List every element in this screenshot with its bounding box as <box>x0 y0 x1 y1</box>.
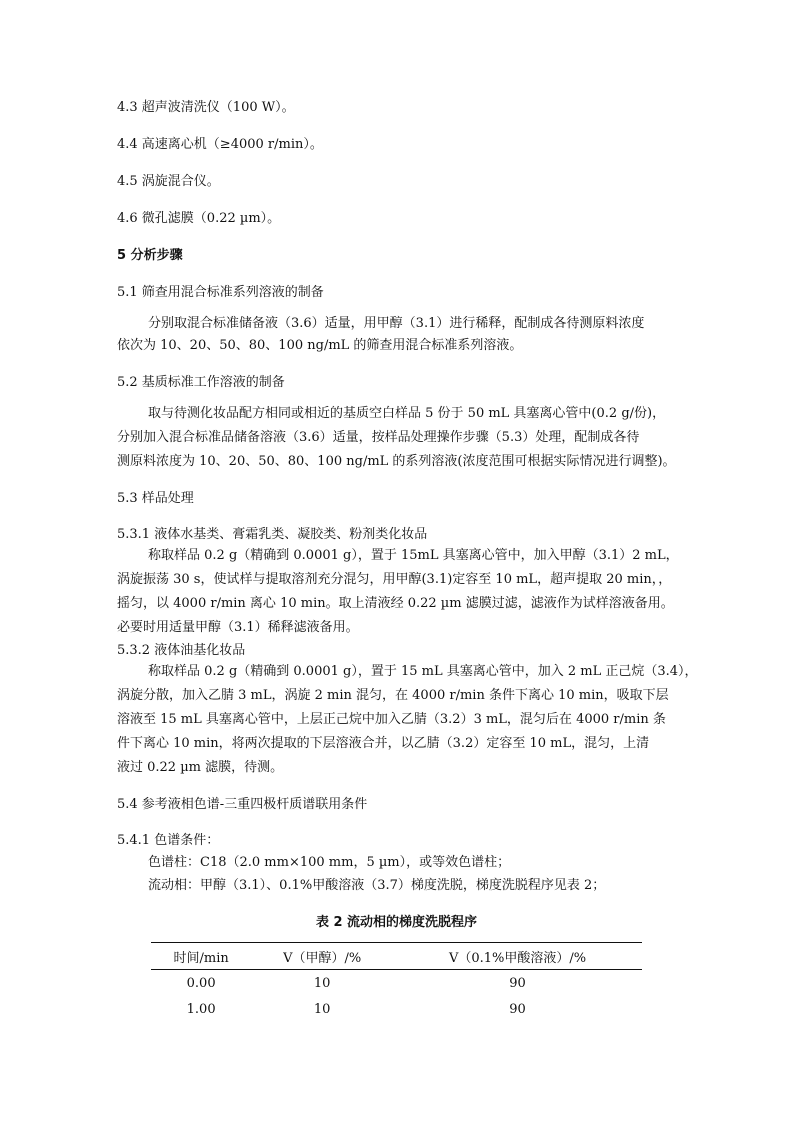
paragraph-line: 涡旋振荡 30 s，使试样与提取溶剂充分混匀，用甲醇(3.1)定容至 10 mL，超声提取 20 min，， <box>117 572 672 587</box>
header-cell: V（0.1%甲酸溶液）/% <box>448 950 587 966</box>
table-cell: 0.00 <box>186 975 216 991</box>
paragraph-line: 称取样品 0.2 g（精确到 0.0001 g），置于 15 mL 具塞离心管中，加入 2 mL 正己烷（3.4）， <box>148 664 698 679</box>
paragraph-line: 称取样品 0.2 g（精确到 0.0001 g），置于 15mL 具塞离心管中，加入甲醇（3.1）2 mL， <box>148 548 679 563</box>
section-4-6: 4.6 微孔滤膜（0.22 µm）。 <box>117 211 281 226</box>
paragraph-line: 测原料浓度为 10、20、50、80、100 ng/mL 的系列溶液(浓度范围可根据实际情况进行调整)。 <box>117 454 676 469</box>
header-cell: V（甲醇）/% <box>283 950 362 966</box>
table-cell: 10 <box>313 1001 331 1017</box>
table-caption: 表 2 流动相的梯度洗脱程序 <box>315 915 478 930</box>
paragraph-line: 分别取混合标准储备液（3.6）适量，用甲醇（3.1）进行稀释，配制成各待测原料浓度 <box>148 316 645 331</box>
paragraph-line: 取与待测化妆品配方相同或相近的基质空白样品 5 份于 50 mL 具塞离心管中(0.2 g/份)， <box>148 406 666 421</box>
header-cell: 时间/min <box>173 950 229 966</box>
paragraph-line: 依次为 10、20、50、80、100 ng/mL 的筛查用混合标准系列溶液。 <box>117 338 523 353</box>
paragraph-line: 分别加入混合标准品储备溶液（3.6）适量，按样品处理操作步骤（5.3）处理，配制成各待 <box>117 430 640 445</box>
table-cell: 1.00 <box>186 1001 216 1017</box>
section-5-2-heading: 5.2 基质标准工作溶液的制备 <box>117 375 285 390</box>
section-5-1-heading: 5.1 筛查用混合标准系列溶液的制备 <box>117 285 324 300</box>
table-cell: 10 <box>313 975 331 991</box>
section-4-4: 4.4 高速离心机（≥4000 r/min）。 <box>117 137 323 152</box>
table-row <box>151 970 642 997</box>
paragraph-line: 溶液至 15 mL 具塞离心管中，上层正己烷中加入乙腈（3.2）3 mL，混匀后在 4000 r/min 条 <box>117 712 666 727</box>
table-cell: 90 <box>509 1001 526 1017</box>
section-5-4-1-heading: 5.4.1 色谱条件： <box>117 833 220 848</box>
paragraph-line: 液过 0.22 µm 滤膜，待测。 <box>117 760 284 775</box>
section-4-5: 4.5 涡旋混合仪。 <box>117 174 220 189</box>
section-4-3: 4.3 超声波清洗仪（100 W）。 <box>117 100 295 115</box>
section-5-heading: 5 分析步骤 <box>117 248 183 263</box>
section-5-3-1-heading: 5.3.1 液体水基类、膏霜乳类、凝胶类、粉剂类化妆品 <box>117 527 428 542</box>
section-5-4-heading: 5.4 参考液相色谱-三重四极杆质谱联用条件 <box>117 797 368 812</box>
table-header-row <box>151 943 642 970</box>
paragraph-line: 摇匀，以 4000 r/min 离心 10 min。取上清液经 0.22 µm 滤膜过滤，滤液作为试样溶液备用。 <box>117 596 674 611</box>
paragraph-line: 必要时用适量甲醇（3.1）稀释滤液备用。 <box>117 620 359 635</box>
paragraph-line: 色谱柱：C18（2.0 mm×100 mm，5 µm），或等效色谱柱； <box>148 855 511 870</box>
section-5-3-heading: 5.3 样品处理 <box>117 491 194 506</box>
table-row <box>151 996 642 1022</box>
table-cell: 90 <box>509 975 526 991</box>
gradient-table <box>151 942 642 1022</box>
section-5-3-2-heading: 5.3.2 液体油基化妆品 <box>117 643 246 658</box>
paragraph-line: 件下离心 10 min，将两次提取的下层溶液合并，以乙腈（3.2）定容至 10 mL，混匀，上清 <box>117 736 650 751</box>
paragraph-line: 涡旋分散，加入乙腈 3 mL，涡旋 2 min 混匀，在 4000 r/min 条件下离心 10 min，吸取下层 <box>117 688 669 703</box>
paragraph-line: 流动相：甲醇（3.1）、0.1%甲酸溶液（3.7）梯度洗脱，梯度洗脱程序见表 2； <box>148 878 606 893</box>
